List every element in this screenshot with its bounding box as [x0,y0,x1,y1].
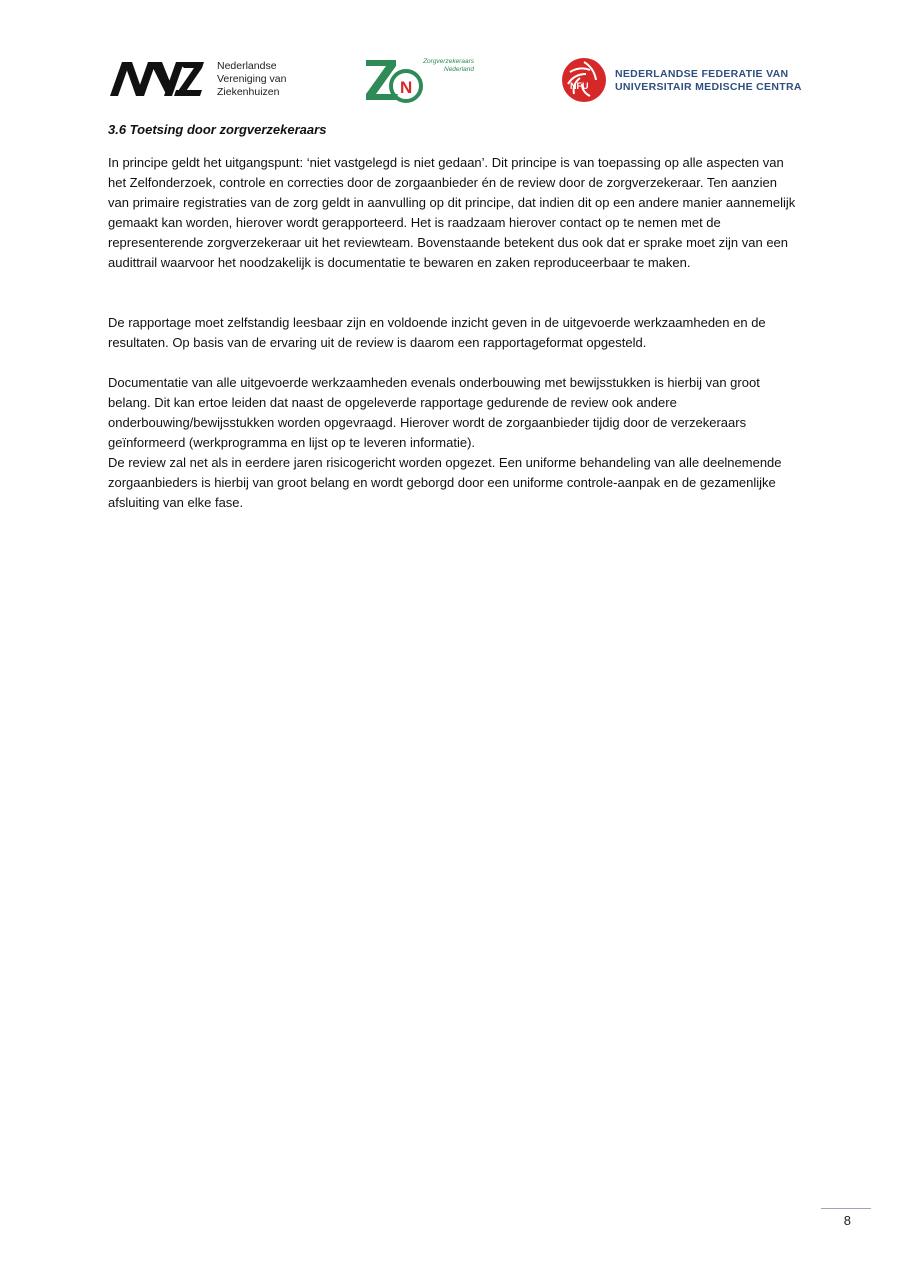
zn-logo [362,56,482,106]
body-paragraph: Documentatie van alle uitgevoerde werkzaamheden evenals onderbouwing met bewijsstukken is hierbij van groot belang. Dit kan ertoe leiden dat naast de opgeleverde rapportage gedurende de review ook andere onderbouwing/bewijsstukken worden opgevraagd. Hierover wordt de zorgaanbieder tijdig door de verzekeraars geïnformeerd (werkprogramma en lijst op te leveren informatie). [108,375,760,450]
body-paragraph: In principe geldt het uitgangspunt: ‘niet vastgelegd is niet gedaan’. Dit principe is van toepassing op alle aspecten van het Zelfonderzoek, controle en correcties door de zorgaanbieder én de review door de zorgverzekeraar. Ten aanzien van primaire registraties van de zorg geldt in aanvulling op dit principe, dat indien dit op een andere manier aannemelijk gemaakt kan worden, hierover wordt gerapporteerd. Het is raadzaam hierover contact op te nemen met de representerende zorgverzekeraar uit het reviewteam. Bovenstaande betekent dus ook dat er sprake moet zijn van een audittrail waarvoor het noodzakelijk is documentatie te bewaren en zaken reproduceerbaar te maken. [108,155,796,270]
nvz-logo-text: Nederlandse Vereniging van Ziekenhuizen [217,60,287,98]
nfu-logo-mark [560,56,608,104]
page-number: 8 [843,1213,851,1228]
section-title: 3.6 Toetsing door zorgverzekeraars [108,122,327,137]
body-paragraph: De rapportage moet zelfstandig leesbaar zijn en voldoende inzicht geven in de uitgevoerde werkzaamheden en de resultaten. Op basis van de ervaring uit de review is daarom een rapportageformat opgesteld. [108,315,766,350]
nvz-logo-mark [110,60,206,98]
nfu-logo-line2: UNIVERSITAIR MEDISCHE CENTRA [615,81,802,93]
nfu-logo [560,56,800,106]
footer-divider [821,1208,871,1209]
nfu-logo-mark-text: NFU [570,81,589,91]
nfu-logo-text [615,68,802,94]
zn-logo-text: Zorgverzekeraars Nederland [423,58,474,73]
nfu-logo-line1: NEDERLANDSE FEDERATIE VAN [615,68,789,80]
zn-logo-letter: N [400,78,413,97]
body-paragraph: De review zal net als in eerdere jaren risicogericht worden opgezet. Een uniforme behandeling van alle deelnemende zorgaanbieders is hierbij van groot belang en wordt geborgd door een uniforme controle-aanpak en de gezamenlijke afsluiting van elke fase. [108,455,782,510]
nvz-logo [110,58,300,102]
